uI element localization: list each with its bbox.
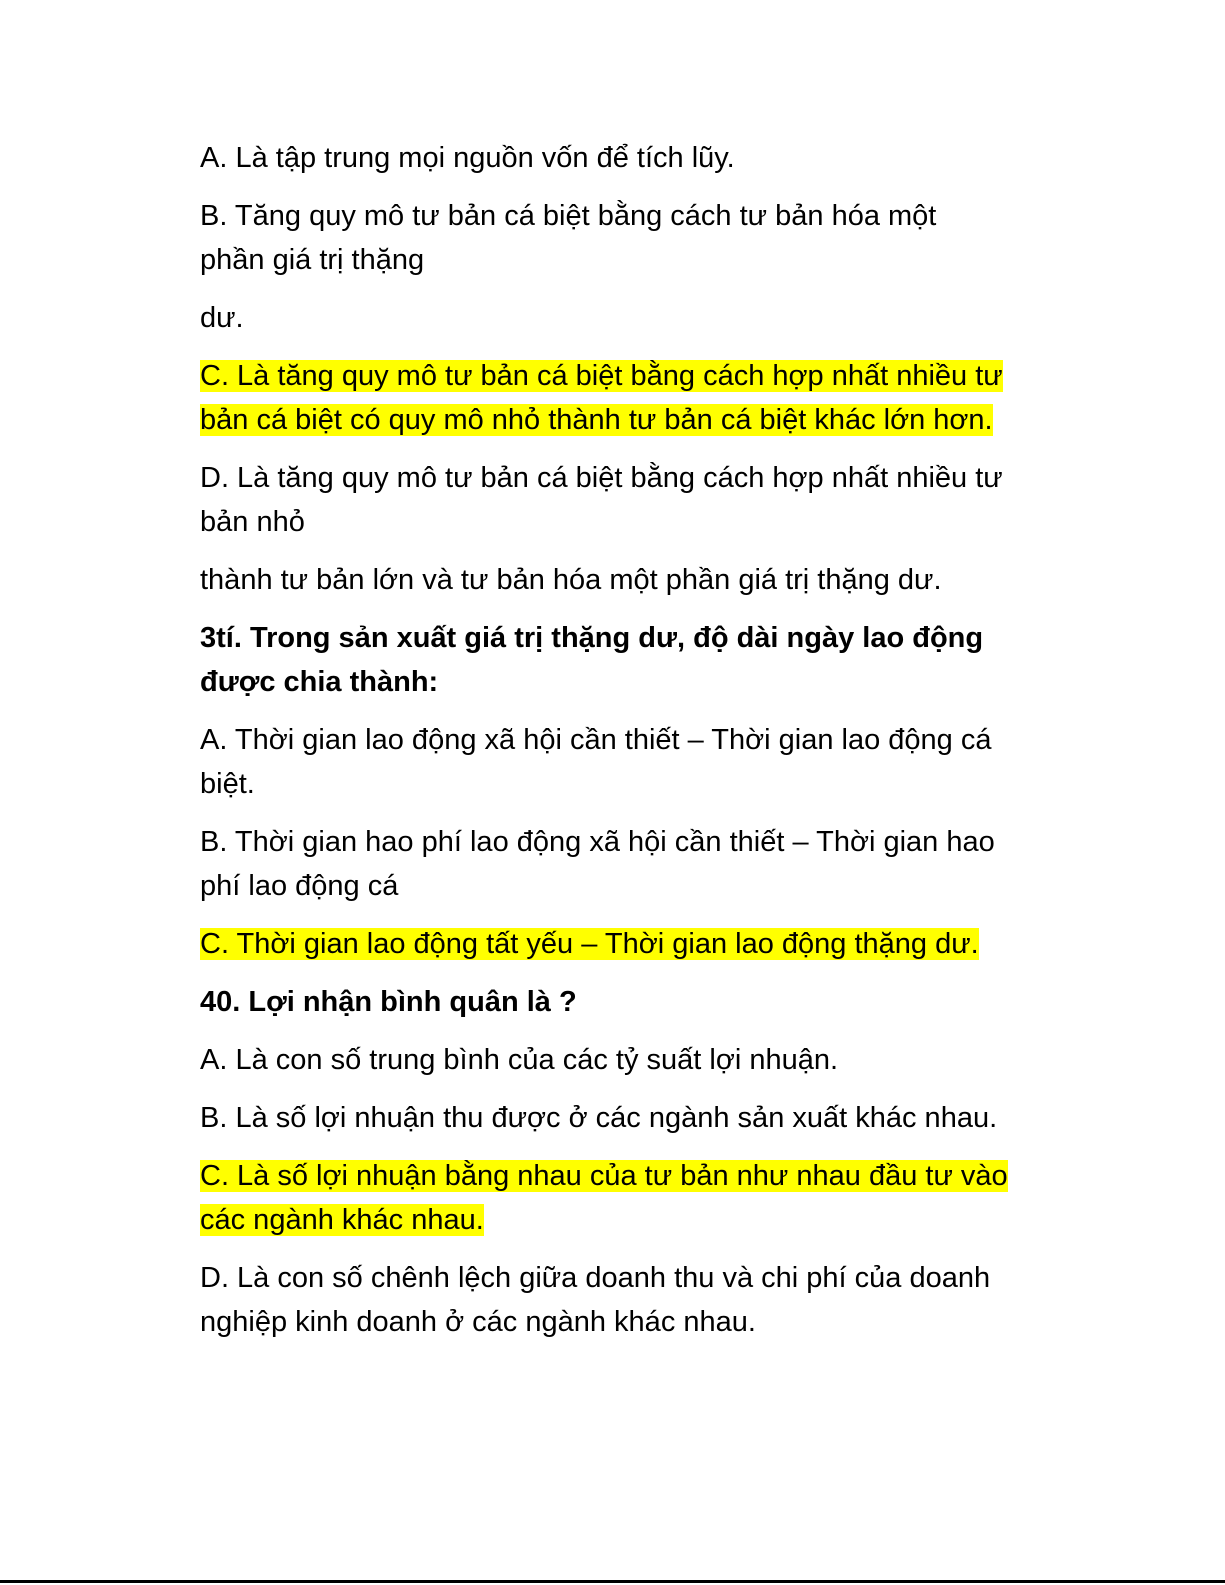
paragraph-text: A. Là con số trung bình của các tỷ suất lợi nhuận.	[200, 1044, 839, 1076]
paragraph-text: B. Thời gian hao phí lao động xã hội cần thiết – Thời gian hao phí lao động cá	[200, 826, 995, 902]
paragraph-text: D. Là tăng quy mô tư bản cá biệt bằng cách hợp nhất nhiều tư bản nhỏ	[200, 462, 1003, 538]
paragraph-text: D. Là con số chênh lệch giữa doanh thu và chi phí của doanh nghiệp kinh doanh ở các ngành khác nhau.	[200, 1262, 991, 1338]
page-bottom-border	[0, 1580, 1225, 1583]
paragraph-text: thành tư bản lớn và tư bản hóa một phần giá trị thặng dư.	[200, 564, 942, 596]
question-heading	[200, 980, 1050, 1024]
highlighted-answer: C. Là tăng quy mô tư bản cá biệt bằng cách hợp nhất nhiều tư bản cá biệt có quy mô nhỏ thành tư bản cá biệt khác lớn hơn.	[200, 360, 1003, 436]
paragraph-option-a	[200, 718, 1035, 806]
paragraph-text: A. Thời gian lao động xã hội cần thiết – Thời gian lao động cá biệt.	[200, 724, 992, 800]
paragraph-option-a	[200, 1038, 1050, 1082]
paragraph-text: B. Là số lợi nhuận thu được ở các ngành sản xuất khác nhau.	[200, 1102, 998, 1134]
paragraph-option-b	[200, 820, 1040, 908]
paragraph-text: dư.	[200, 302, 244, 334]
paragraph-text: A. Là tập trung mọi nguồn vốn để tích lũy.	[200, 142, 735, 174]
paragraph-continuation	[200, 558, 1050, 602]
paragraph-option-c-answer	[200, 354, 1050, 442]
paragraph-continuation	[200, 296, 1050, 340]
paragraph-option-a	[200, 136, 1050, 180]
paragraph-option-c-answer	[200, 922, 1050, 966]
question-text: 3tí. Trong sản xuất giá trị thặng dư, độ dài ngày lao động được chia thành:	[200, 622, 984, 698]
highlighted-answer: C. Thời gian lao động tất yếu – Thời gian lao động thặng dư.	[200, 928, 979, 960]
question-heading	[200, 616, 1020, 704]
document-body	[200, 136, 1050, 1358]
paragraph-option-c-answer	[200, 1154, 1050, 1242]
paragraph-option-b	[200, 1096, 1050, 1140]
question-text: 40. Lợi nhận bình quân là ?	[200, 986, 577, 1018]
highlighted-answer: C. Là số lợi nhuận bằng nhau của tư bản như nhau đầu tư vào các ngành khác nhau.	[200, 1160, 1008, 1236]
paragraph-option-d	[200, 456, 1020, 544]
paragraph-text: B. Tăng quy mô tư bản cá biệt bằng cách tư bản hóa một phần giá trị thặng	[200, 200, 937, 276]
paragraph-option-d	[200, 1256, 1030, 1344]
paragraph-option-b	[200, 194, 990, 282]
